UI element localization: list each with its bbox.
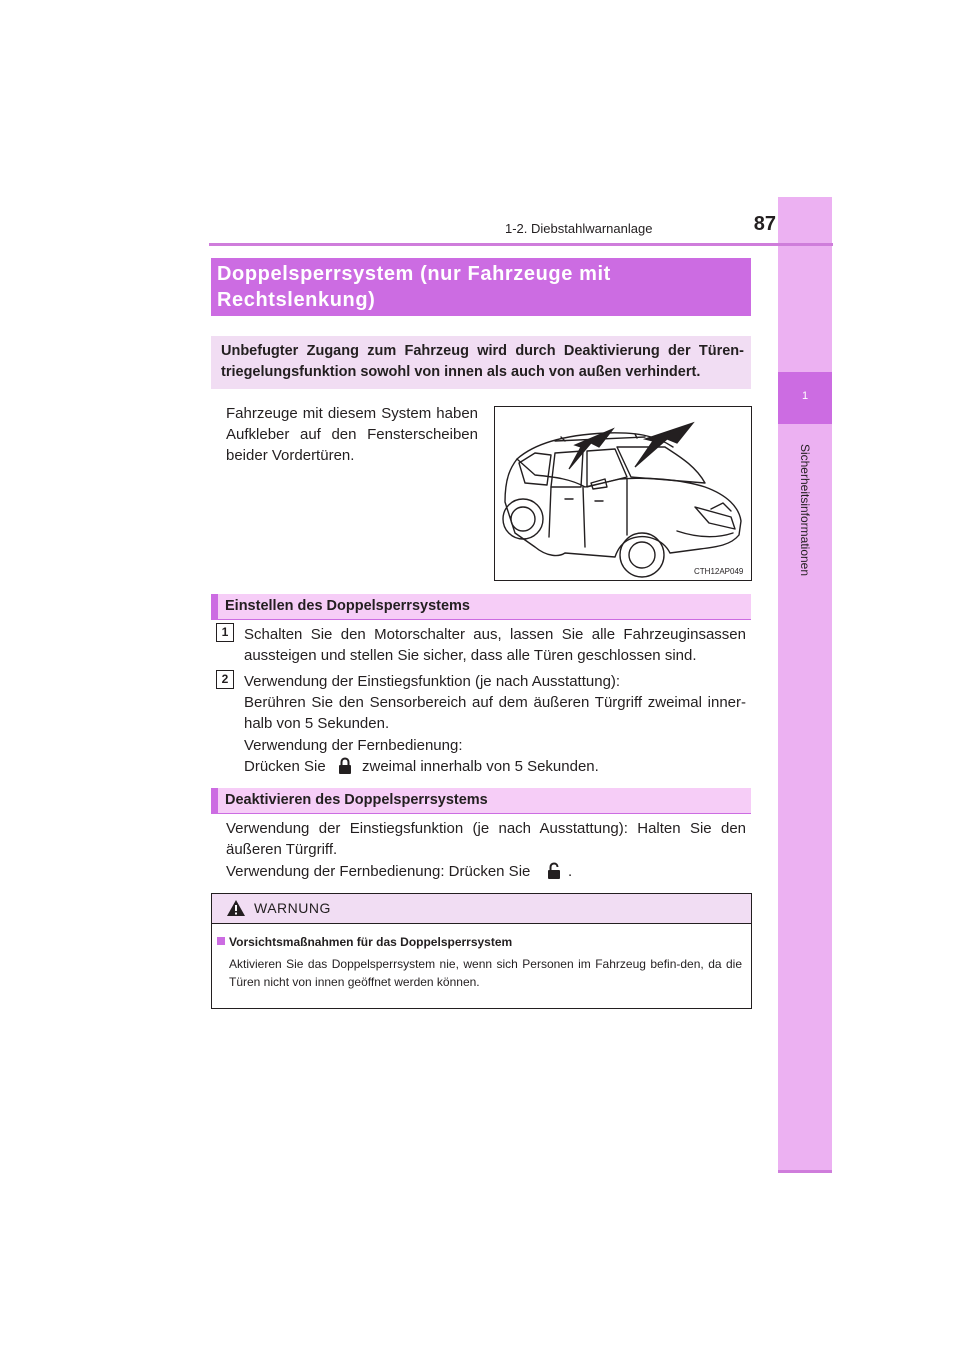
step-2-line-4a: Drücken Sie — [244, 758, 326, 775]
car-drawing — [495, 407, 751, 580]
header-rule — [209, 243, 833, 246]
warning-triangle-icon — [226, 899, 246, 917]
chapter-side-tab — [778, 197, 832, 1172]
deactivating-line-2a: Verwendung der Fernbedienung: Drücken Sie — [226, 863, 531, 880]
chapter-number: 1 — [801, 390, 809, 402]
setting-heading: Einstellen des Doppelsperrsystems — [225, 598, 470, 614]
deactivating-heading: Deaktivieren des Doppelsperrsystems — [225, 792, 488, 808]
page-title: Doppelsperrsystem (nur Fahrzeuge mit Rechtslenkung) — [217, 263, 611, 311]
warning-text: Aktivieren Sie das Doppelsperrsystem nie, wenn sich Personen im Fahrzeug befin-den, da die Türen nicht von innen geöffnet werden können. — [229, 957, 742, 989]
illustration-code: CTH12AP049 — [694, 567, 744, 576]
step-2-line-2: Berühren Sie den Sensorbereich auf dem äußeren Türgriff zweimal inner-halb von 5 Sekunden. — [244, 694, 746, 732]
unlock-icon — [547, 862, 561, 880]
step-number-2: 2 — [216, 670, 234, 689]
body-paragraph: Fahrzeuge mit diesem System haben Aufkleber auf den Fensterscheiben beider Vordertüren. — [226, 405, 478, 464]
warning-bullet — [217, 937, 225, 945]
step-2-line-4b: zweimal innerhalb von 5 Sekunden. — [362, 758, 599, 775]
deactivating-line-2b: . — [568, 863, 573, 880]
lock-icon — [338, 757, 352, 775]
deactivating-heading-bar — [211, 788, 218, 814]
step-2-line-3: Verwendung der Fernbedienung: — [244, 737, 463, 754]
step-2-line-1: Verwendung der Einstiegsfunktion (je nach Ausstattung): — [244, 673, 621, 690]
page-number: 87 — [753, 213, 776, 235]
intro-text: Unbefugter Zugang zum Fahrzeug wird durch Deaktivierung der Türen-triegelungsfunktion sowohl von innen als auch von außen verhindert. — [221, 343, 744, 380]
setting-heading-bar — [211, 594, 218, 620]
car-illustration — [494, 406, 752, 581]
side-tab-bottom-rule — [778, 1170, 832, 1173]
deactivating-line-1: Verwendung der Einstiegsfunktion (je nach Ausstattung): Halten Sie den äußeren Türgriff. — [226, 820, 746, 858]
section-header: 1-2. Diebstahlwarnanlage — [505, 221, 653, 236]
step-number-1: 1 — [216, 623, 234, 642]
warning-subtitle: Vorsichtsmaßnahmen für das Doppelsperrsystem — [229, 935, 513, 949]
chapter-title: Sicherheitsinformationen — [798, 443, 812, 577]
warning-title: WARNUNG — [254, 900, 331, 916]
step-1-text: Schalten Sie den Motorschalter aus, lassen Sie alle Fahrzeuginsassen aussteigen und stellen Sie sicher, dass alle Türen geschlossen sind. — [244, 626, 746, 664]
